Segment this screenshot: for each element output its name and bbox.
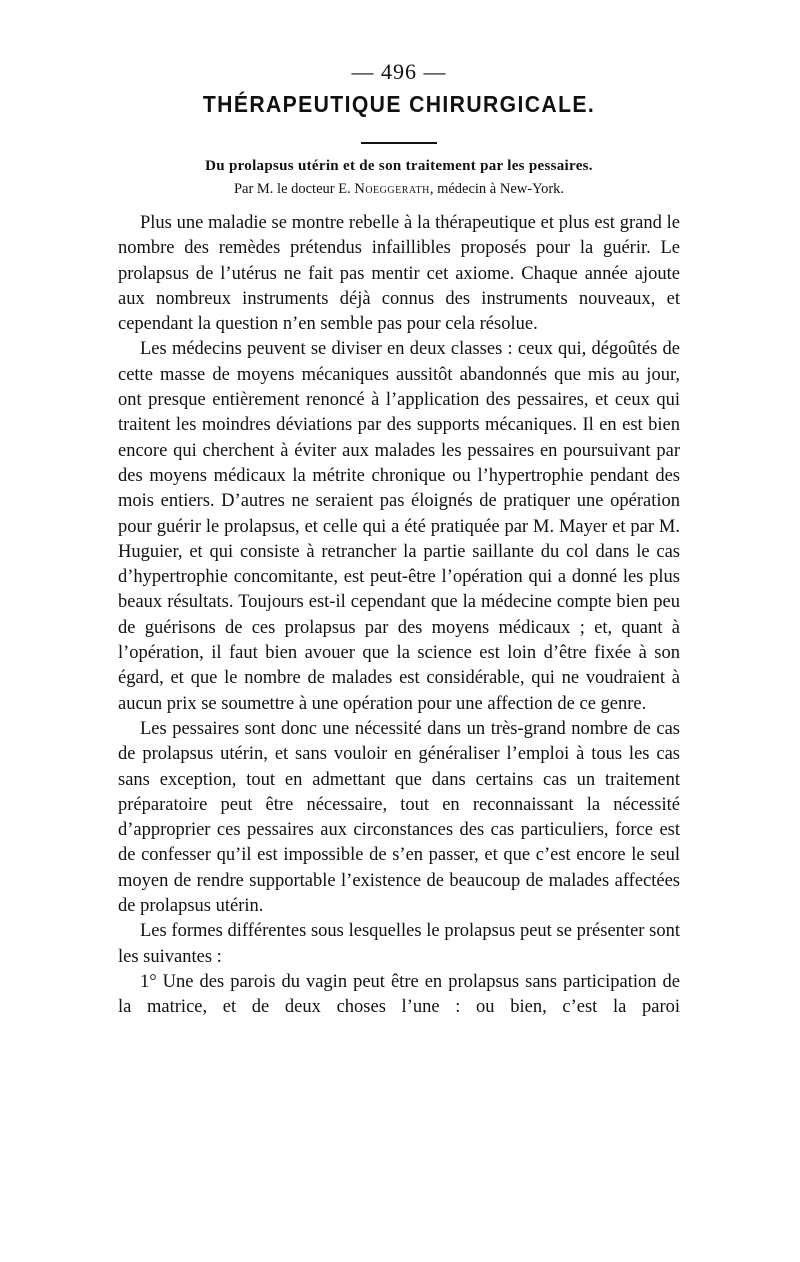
byline	[118, 179, 680, 199]
paragraph: Les médecins peuvent se diviser en deux classes : ceux qui, dégoûtés de cette masse de moyens mécaniques aussitôt abandonnés que mis au jour, ont presque entièrement renoncé à l’application des pessaires, et ceux qui traitent les moindres déviations par des supports mécaniques. Il en est bien encore qui cherchent à éviter aux malades les pessaires en poursuivant par des moyens médicaux la métrite chronique ou l’hypertrophie pendant des mois entiers. D’autres ne seraient pas éloignés de pratiquer une opération pour guérir le prolapsus, et celle qui a été pratiquée par M. Mayer et par M. Huguier, et qui consiste à retrancher la partie saillante du col dans le cas d’hypertrophie concomitante, est peut-être l’opération qui a donné les plus beaux résultats. Toujours est-il cependant que la médecine compte bien peu de guérisons de ces prolapsus par des moyens médicaux ; et, quant à l’opération, il faut bien avouer que la science est loin d’être fixée à son égard, et que le nombre de malades est considérable, qui ne voudraient à aucun prix se soumettre à une opération pour une affection de ce genre.	[118, 339, 680, 714]
paragraph: Les pessaires sont donc une nécessité dans un très-grand nombre de cas de prolapsus utérin, et sans vouloir en généraliser l’emploi à tous les cas sans exception, tout en admettant que dans certains cas un traitement préparatoire peut être nécessaire, tout en reconnaissant la nécessité d’approprier ces pessaires aux circonstances des cas particuliers, force est de confesser qu’il est impossible de s’en passer, et que c’est encore le seul moyen de rendre supportable l’existence de beaucoup de malades affectées de prolapsus utérin.	[118, 718, 680, 917]
book-page	[118, 58, 680, 1021]
page-number: — 496 —	[351, 59, 447, 84]
article-title: Du prolapsus utérin et de son traitement par les pessaires.	[205, 158, 593, 174]
byline-prefix: Par M. le docteur E.	[233, 181, 355, 197]
paragraph: Les formes différentes sous lesquelles le prolapsus peut se présenter sont les suivantes :	[118, 921, 680, 967]
article-body	[118, 211, 680, 1021]
byline-suffix: , médecin à New-York.	[429, 181, 565, 197]
section-title: THÉRAPEUTIQUE CHIRURGICALE.	[202, 91, 596, 117]
paragraph: 1° Une des parois du vagin peut être en prolapsus sans participation de la matrice, et de deux choses l’une : ou bien, c’est la paroi	[118, 971, 680, 1018]
author-name: Noeggerath	[354, 181, 430, 197]
paragraph: Plus une maladie se montre rebelle à la thérapeutique et plus est grand le nombre des remèdes prétendus infaillibles proposés pour la guérir. Le prolapsus de l’utérus ne fait pas mentir cet axiome. Chaque année ajoute aux nombreux instruments déjà connus des instruments nouveaux, et cependant la question n’en semble pas pour cela résolue.	[118, 213, 680, 335]
title-rule	[361, 142, 437, 144]
